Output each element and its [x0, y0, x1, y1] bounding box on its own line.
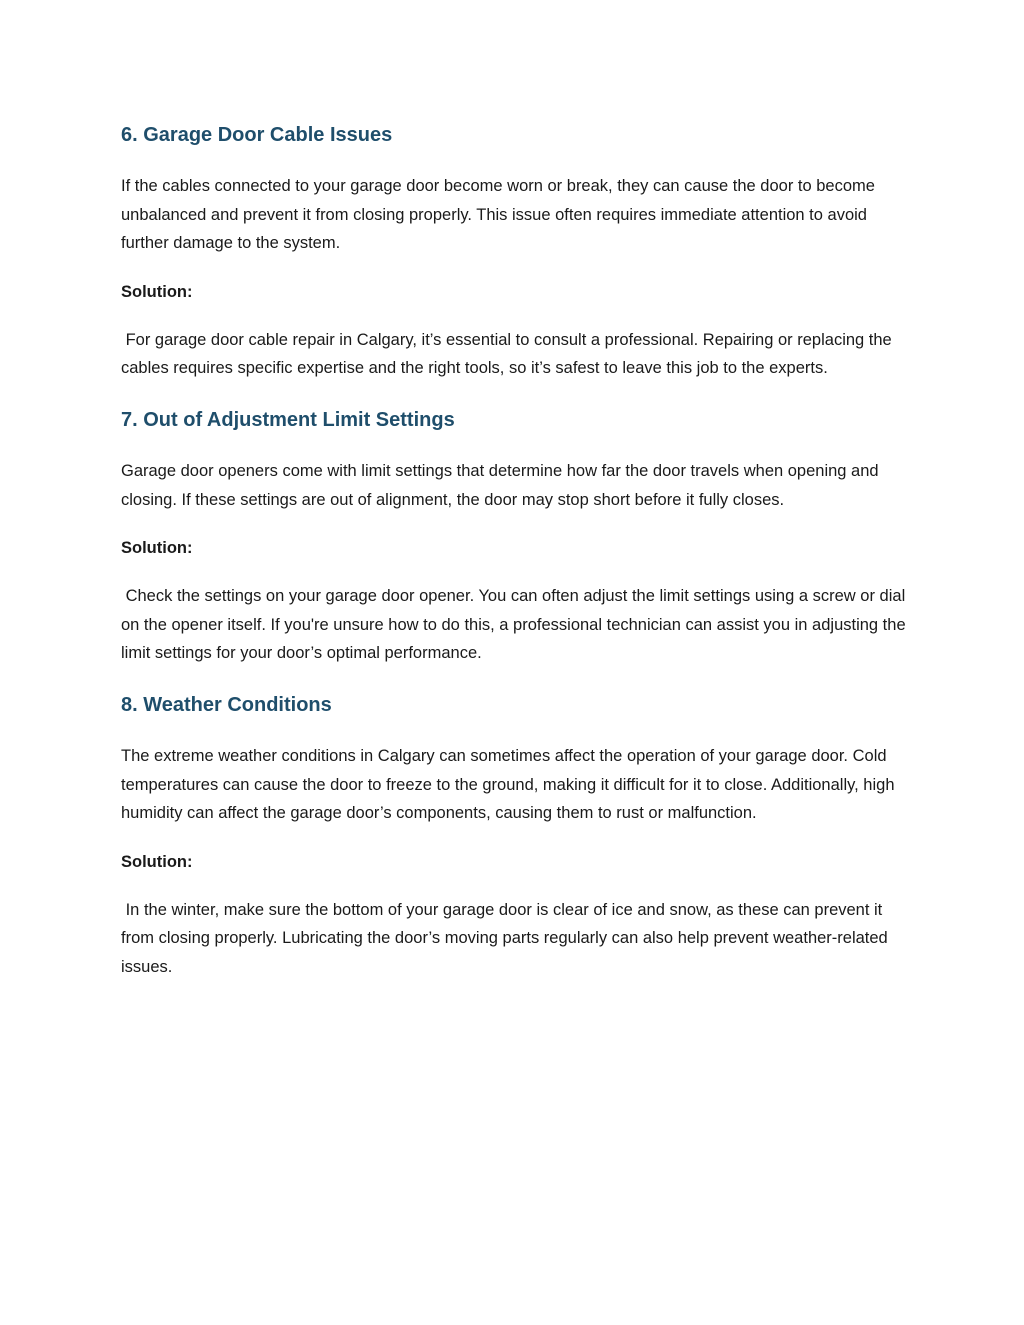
section-heading: 8. Weather Conditions	[121, 693, 332, 716]
solution-paragraph: In the winter, make sure the bottom of your garage door is clear of ice and snow, as these can prevent it from closing properly. Lubricating the door’s moving parts regularly can also help prevent weather-related issues.	[121, 900, 893, 976]
problem-paragraph: If the cables connected to your garage door become worn or break, they can cause the door to become unbalanced and prevent it from closing properly. This issue often requires immediate attention to avoid further damage to the system.	[121, 177, 875, 253]
section-limit-settings	[121, 403, 911, 668]
document-page	[121, 118, 911, 1002]
section-weather-conditions	[121, 688, 911, 982]
solution-label: Solution:	[121, 282, 193, 301]
solution-label: Solution:	[121, 539, 193, 558]
section-cable-issues	[121, 118, 911, 383]
section-heading: 6. Garage Door Cable Issues	[121, 124, 393, 146]
solution-label: Solution:	[121, 852, 193, 871]
solution-paragraph: Check the settings on your garage door opener. You can often adjust the limit settings using a screw or dial on the opener itself. If you're unsure how to do this, a professional technician can assist you in adjusting the limit settings for your door’s optimal performance.	[121, 587, 911, 663]
section-heading: 7. Out of Adjustment Limit Settings	[121, 408, 455, 431]
problem-paragraph: The extreme weather conditions in Calgary can sometimes affect the operation of your garage door. Cold temperatures can cause the door to freeze to the ground, making it difficult for it to close. Additionally, high humidity can affect the garage door’s components, causing them to rust or malfunction.	[121, 746, 895, 823]
solution-paragraph: For garage door cable repair in Calgary, it’s essential to consult a professional. Repairing or replacing the cables requires specific expertise and the right tools, so it’s safest to leave this job to the experts.	[121, 330, 897, 378]
problem-paragraph: Garage door openers come with limit settings that determine how far the door travels when opening and closing. If these settings are out of alignment, the door may stop short before it fully closes.	[121, 461, 879, 509]
